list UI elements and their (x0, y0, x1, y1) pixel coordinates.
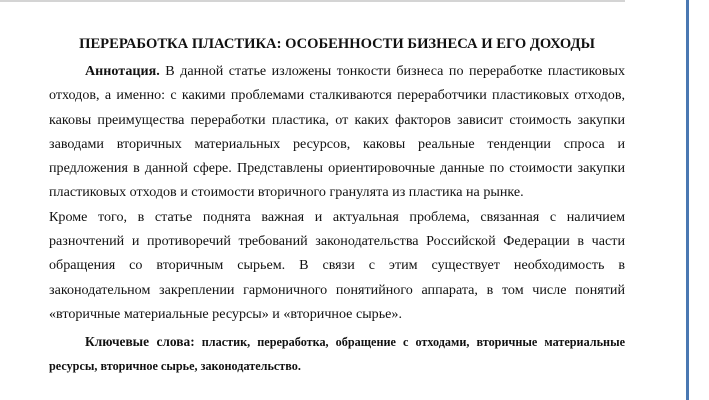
abstract-text: В данной статье изложены тонкости бизнеса по переработке пластиковых отходов, а именно: с какими проблемами сталкиваются переработчики пластиковых отходов, каковы преимущества переработки пластика, от каких факторов зависит стоимость закупки заводами вторичных материальных ресурсов, каковы реальные тенденции спроса и предложения в данной сфере. Представлены ориентировочные данные по стоимости закупки пластиковых отходов и стоимости вторичного гранулята из пластика на рынке. (49, 63, 625, 201)
second-paragraph: Кроме того, в статье поднята важная и актуальная проблема, связанная с наличием разночтений и противоречий требований законодательства Российской Федерации в части обращения со вторичным сырьем. В связи с этим существует необходимость в законодательном закреплении гармоничного понятийного аппарата, в том числе понятий «вторичные материальные ресурсы» и «вторичное сырье». (49, 208, 625, 322)
page-top-border (0, 0, 625, 2)
article-body (49, 34, 625, 378)
keywords-text: пластик, переработка, обращение с отходами, вторичные материальные ресурсы, вторичное сырье, законодательство. (49, 335, 626, 374)
article-title: ПЕРЕРАБОТКА ПЛАСТИКА: ОСОБЕННОСТИ БИЗНЕСА И ЕГО ДОХОДЫ (79, 36, 595, 52)
keywords-paragraph (49, 330, 625, 378)
abstract-label: Аннотация. (85, 63, 160, 79)
keywords-label: Ключевые слова: (85, 334, 195, 350)
abstract-paragraph (49, 59, 625, 205)
page-side-border (686, 0, 689, 400)
